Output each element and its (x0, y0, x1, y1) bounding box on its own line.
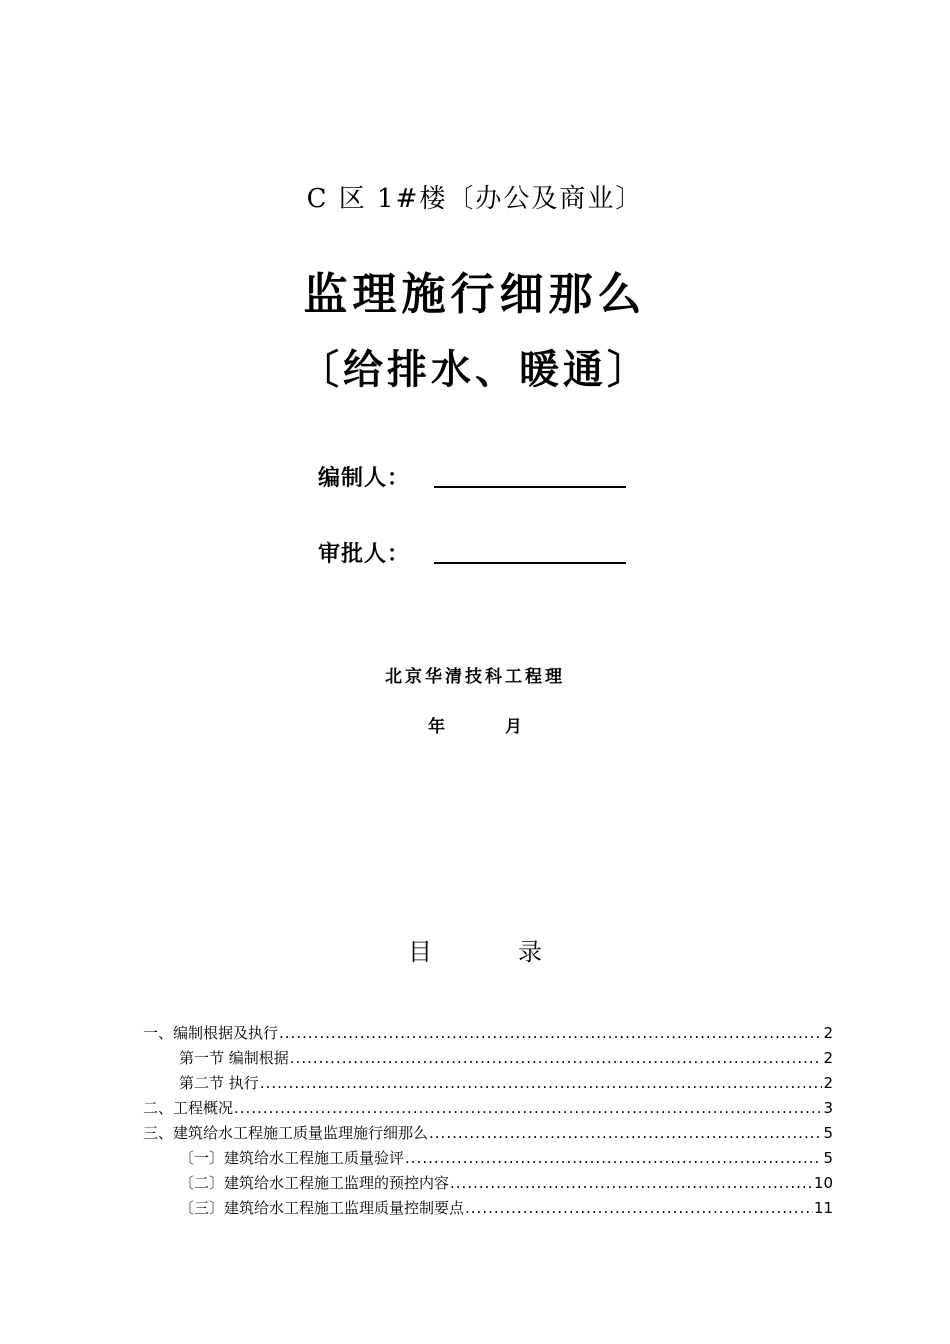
toc-entry-text: 〔三〕建筑给水工程施工监理质量控制要点 (179, 1199, 465, 1217)
building-subtitle: C 区 1#楼〔办公及商业〕 (306, 184, 644, 214)
document-title: 监理施行细那么 (303, 269, 647, 320)
toc-entry[interactable] (143, 1046, 833, 1071)
prepared-by-line (434, 486, 626, 488)
toc-leader-dots (290, 1046, 823, 1071)
toc-heading-left: 目 (408, 938, 432, 966)
prepared-by-label: 编制人： (318, 466, 411, 491)
toc-entry[interactable] (143, 1071, 833, 1096)
approved-by-label: 审批人： (318, 542, 411, 567)
toc-entry-page: 5 (823, 1149, 833, 1167)
toc-leader-dots (279, 1021, 822, 1046)
toc-entry-page: 2 (823, 1024, 833, 1042)
month-label: 月 (505, 717, 522, 737)
toc-entry[interactable] (143, 1096, 833, 1121)
table-of-contents (143, 1021, 833, 1221)
toc-entry-text: 三、建筑给水工程施工质量监理施行细那么 (143, 1124, 429, 1142)
toc-heading-right: 录 (518, 938, 542, 966)
year-label: 年 (428, 717, 445, 737)
toc-entry[interactable] (143, 1171, 833, 1196)
discipline-title: 〔给排水、暖通〕 (299, 347, 651, 393)
toc-entry[interactable] (143, 1196, 833, 1221)
toc-entry-text: 一、编制根据及执行 (143, 1024, 279, 1042)
toc-entry-text: 第二节 执行 (179, 1074, 259, 1092)
toc-leader-dots (405, 1146, 822, 1171)
toc-entry[interactable] (143, 1121, 833, 1146)
toc-leader-dots (260, 1071, 823, 1096)
toc-entry[interactable] (143, 1146, 833, 1171)
prepared-by-row (318, 452, 626, 492)
approved-by-row (318, 528, 626, 568)
toc-entry-page: 3 (823, 1099, 833, 1117)
toc-heading (0, 932, 950, 967)
toc-entry[interactable] (143, 1021, 833, 1046)
toc-leader-dots (465, 1196, 813, 1221)
toc-entry-page: 10 (813, 1174, 833, 1192)
toc-leader-dots (429, 1121, 822, 1146)
toc-entry-text: 二、工程概况 (143, 1099, 234, 1117)
date-line (0, 712, 950, 737)
toc-entry-page: 2 (823, 1049, 833, 1067)
approved-by-line (434, 562, 626, 564)
toc-leader-dots (450, 1171, 813, 1196)
toc-entry-page: 2 (823, 1074, 833, 1092)
toc-entry-text: 〔一〕建筑给水工程施工质量验评 (179, 1149, 405, 1167)
toc-entry-text: 第一节 编制根据 (179, 1049, 289, 1067)
toc-entry-page: 11 (813, 1199, 833, 1217)
toc-leader-dots (234, 1096, 822, 1121)
toc-entry-text: 〔二〕建筑给水工程施工监理的预控内容 (179, 1174, 450, 1192)
toc-entry-page: 5 (823, 1124, 833, 1142)
organization-name: 北京华清技科工程理 (385, 667, 565, 687)
